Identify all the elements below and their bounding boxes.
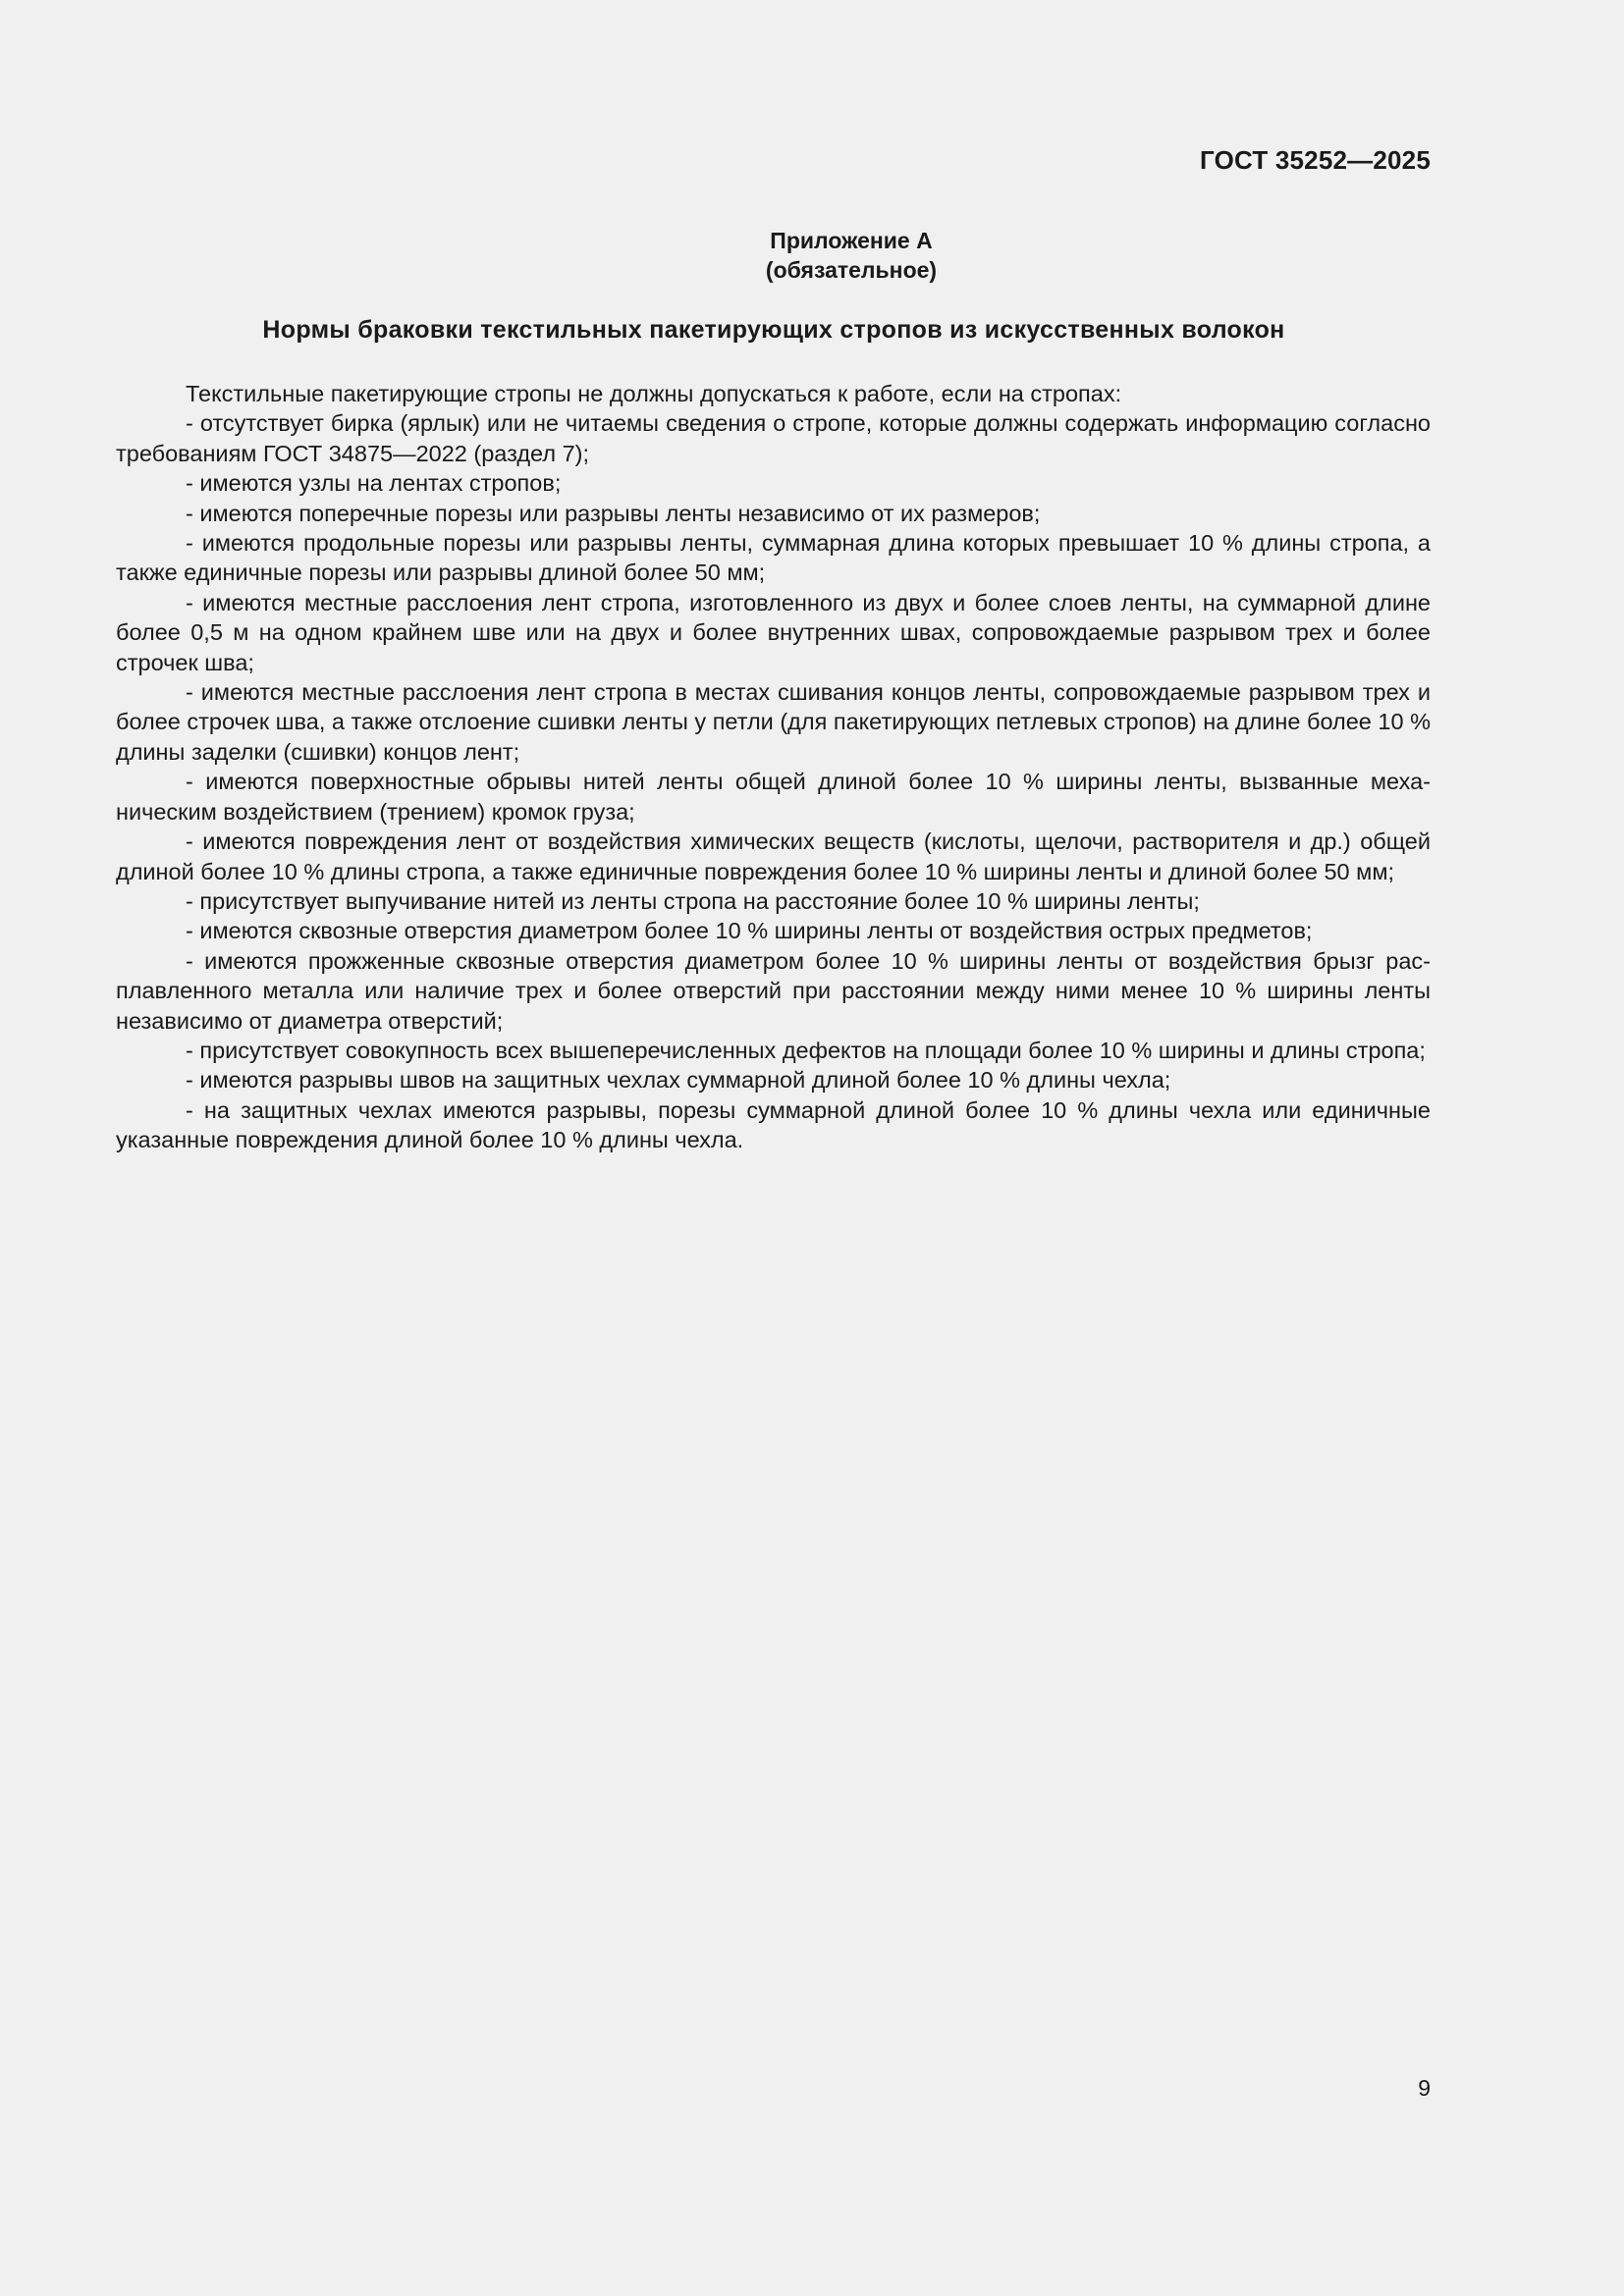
list-item: - имеются узлы на лентах стропов; [186, 470, 562, 497]
list-item: - имеются местные расслоения лент стропа в местах сшивания концов ленты, сопровождаемые разрывом трех и более строчек шва, а также отслоение сшивки ленты у петли (для пакетирующих петлевых стропов) на длине более 10 % длины заделки (сшивки) концов лент; [116, 679, 1431, 765]
list-item: - имеются продольные порезы или разрывы ленты, суммарная длина которых превышает 10 % длины стропа, а также единичные порезы или разрывы длиной более 50 мм; [116, 530, 1431, 586]
appendix-heading [0, 226, 1624, 285]
list-item: - имеются повреждения лент от воздействия химических веществ (кислоты, щелочи, растворителя и др.) общей длиной более 10 % длины стропа, а также единичные повреждения более 10 % ширины ленты и длиной более 50 мм; [116, 828, 1431, 884]
appendix-status: (обязательное) [765, 257, 938, 283]
list-item: - присутствует совокупность всех вышеперечисленных дефектов на площади более 10 % ширины и длины стропа; [186, 1037, 1426, 1063]
list-item: - имеются местные расслоения лент стропа, изготовленного из двух и более слоев ленты, на суммарной длине более 0,5 м на одном крайнем шве или на двух и более внутренних швах, сопровождаемые разрывом трех и более строчек шва; [116, 589, 1431, 675]
page-number: 9 [1418, 2075, 1431, 2101]
paragraph-intro: Текстильные пакетирующие стропы не должны допускаться к работе, если на стропах: [186, 381, 1122, 406]
document-code: ГОСТ 35252—2025 [1200, 145, 1431, 175]
appendix-label: Приложение А [770, 228, 933, 253]
list-item: - отсутствует бирка (ярлык) или не читаемы сведения о стропе, которые должны содержать информацию согласно требованиям ГОСТ 34875—2022 (раздел 7); [116, 410, 1431, 466]
list-item: - имеются сквозные отверстия диаметром более 10 % ширины ленты от воздействия острых предметов; [186, 918, 1313, 944]
list-item: - имеются поверхностные обрывы нитей ленты общей длиной более 10 % ширины ленты, вызванные механическим воздействием (трением) кромок груза; [116, 769, 1431, 825]
list-item: - имеются прожженные сквозные отверстия диаметром более 10 % ширины ленты от воздействия брызг расплавленного металла или наличие трех и более отверстий при расстоянии между ними менее 10 % ширины ленты независимо от диаметра отверстий; [116, 947, 1431, 1034]
list-item: - имеются поперечные порезы или разрывы ленты независимо от их размеров; [186, 500, 1041, 526]
appendix-title: Нормы браковки текстильных пакетирующих стропов из искусственных волокон [262, 316, 1285, 344]
body-text [116, 379, 1431, 1155]
list-item: - присутствует выпучивание нитей из ленты стропа на расстояние более 10 % ширины ленты; [186, 887, 1200, 914]
list-item: - имеются разрывы швов на защитных чехлах суммарной длиной более 10 % длины чехла; [186, 1067, 1171, 1094]
list-item: - на защитных чехлах имеются разрывы, порезы суммарной длиной более 10 % длины чехла или единичные указанные повреждения длиной более 10 % длины чехла. [116, 1096, 1431, 1153]
